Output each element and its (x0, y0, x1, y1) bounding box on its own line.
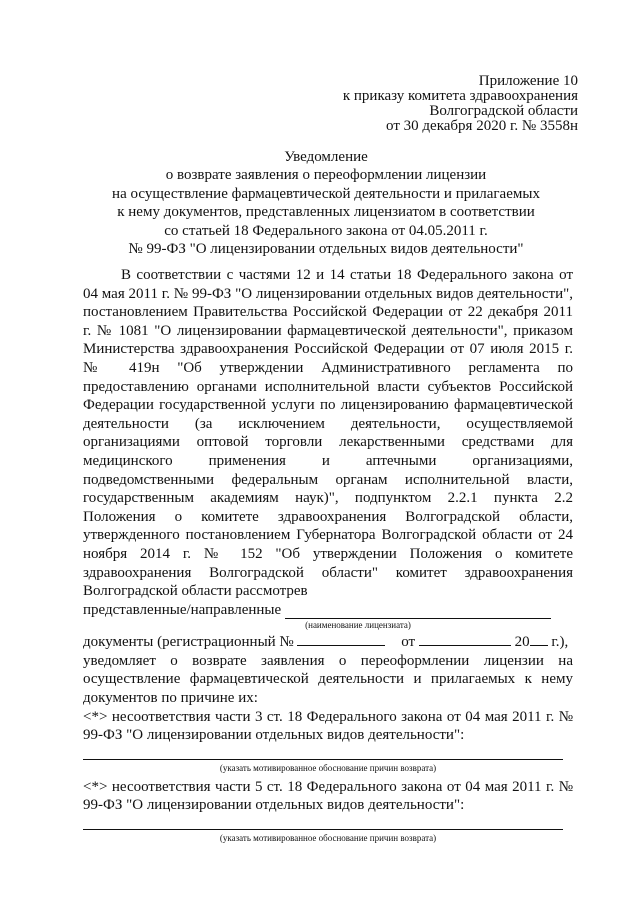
reg-number-blank[interactable] (297, 633, 385, 646)
title-line-3: на осуществление фармацевтической деятельности и прилагаемых (112, 185, 540, 202)
reason-2-blank[interactable] (83, 815, 563, 830)
appendix-date: от 30 декабря 2020 г. № 3558н (386, 118, 578, 134)
appendix-header (343, 74, 578, 134)
licensee-caption: (наименование лицензиата) (305, 620, 411, 631)
reason-2-caption: (указать мотивированное обоснование причин возврата) (219, 833, 437, 844)
title-line-4: к нему документов, представленных лицензиатом в соответствии (117, 204, 535, 221)
reg-date-blank[interactable] (419, 633, 511, 646)
title-line-6: № 99-ФЗ "О лицензировании отдельных видов деятельности" (128, 241, 524, 258)
appendix-number: Приложение 10 (478, 73, 578, 89)
docs-from: от (401, 634, 416, 651)
presented-label: представленные/направленные (83, 601, 282, 618)
docs-year-suffix: г.), (551, 634, 569, 651)
licensee-name-blank[interactable] (285, 606, 551, 619)
reason-1-caption: (указать мотивированное обоснование причин возврата) (219, 762, 437, 773)
main-paragraph: В соответствии с частями 12 и 14 статьи 18 Федерального закона от 04 мая 2011 г. № 99-ФЗ "О лицензировании отдельных видов деятельности", постановлением Правительства Российской Федерации от 22 декабря 2011 г. № 1081 "О лицензировании фармацевтической деятельности", приказом Министерства здравоохранения Российской Федерации от 07 июля 2015 г. № 419н "Об утверждении Административного регламента по предоставлению органами исполнительной власти субъектов Российской Федерации государственной услуги по лицензированию фармацевтической деятельности (за исключением деятельности, осуществляемой организациями оптовой торговли лекарственными средствами для медицинского применения и аптечными организациями, подведомственными федеральным органам исполнительной власти, государственным академиям наук)", подпунктом 2.2.1 пункта 2.2 Положения о комитете здравоохранения Волгоградской области, утвержденного постановлением Губернатора Волгоградской области от 24 ноября 2014 г. № 152 "Об утверждении Положения о комитете здравоохранения Волгоградской области" комитет здравоохранения Волгоградской области рассмотрев (83, 267, 573, 600)
documents-line (83, 633, 573, 652)
docs-year-prefix: 20 (514, 634, 530, 651)
reason-1-text: <*> несоответствия части 3 ст. 18 Федерального закона от 04 мая 2011 г. № 99-ФЗ "О лицензировании отдельных видов деятельности": (83, 708, 573, 744)
document-title (76, 148, 576, 258)
appendix-order: к приказу комитета здравоохранения (342, 88, 578, 104)
notice-paragraph: уведомляет о возврате заявления о переоформлении лицензии на осуществление фармацевтической деятельности и прилагаемых к нему документов по причине их: (83, 652, 573, 707)
reason-2-text: <*> несоответствия части 5 ст. 18 Федерального закона от 04 мая 2011 г. № 99-ФЗ "О лицензировании отдельных видов деятельности": (83, 778, 573, 814)
title-line-2: о возврате заявления о переоформлении лицензии (165, 167, 487, 184)
reason-1-blank[interactable] (83, 745, 563, 760)
reg-year-blank[interactable] (530, 633, 548, 646)
docs-prefix: документы (регистрационный № (83, 634, 294, 651)
title-line-1: Уведомление (284, 149, 368, 165)
appendix-region: Волгоградской области (429, 103, 578, 119)
title-line-5: со статьей 18 Федерального закона от 04.05.2011 г. (164, 222, 488, 239)
document-body (83, 266, 573, 844)
presented-line (83, 601, 573, 620)
